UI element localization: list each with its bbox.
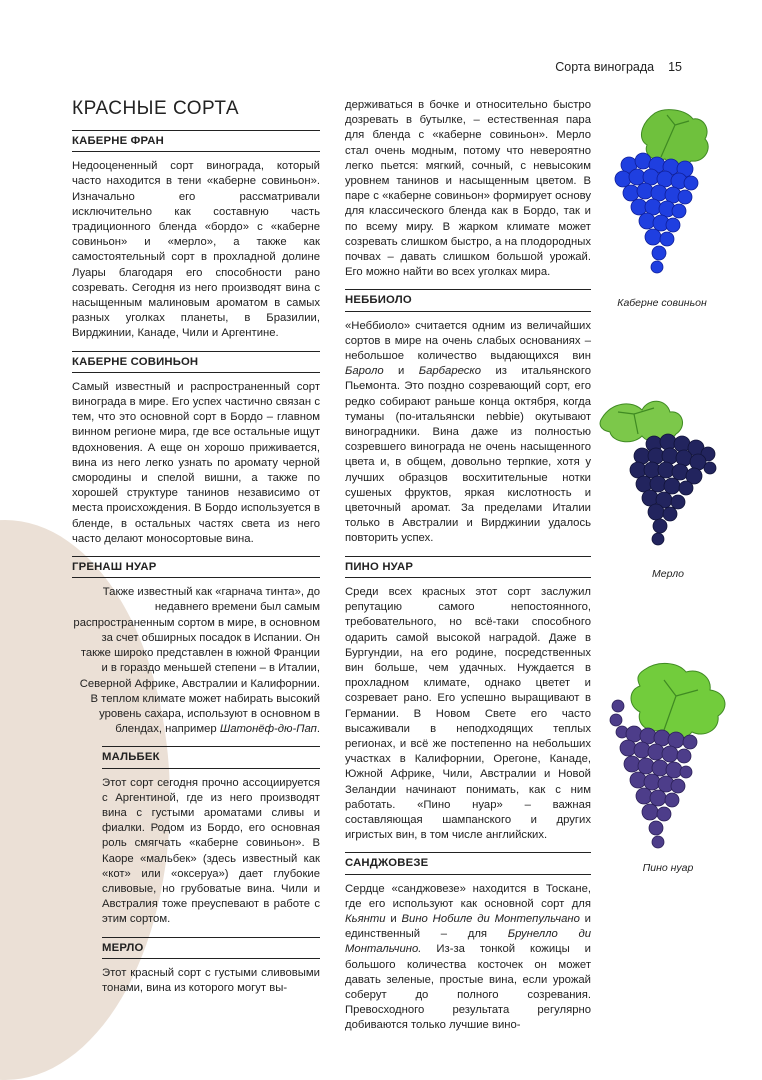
section-name: Сорта винограда: [555, 60, 655, 74]
section-heading: ПИНО НУАР: [345, 556, 591, 578]
image-caption: Мерло: [652, 568, 684, 580]
section-text: Недооцененный сорт винограда, который часто находится в тени «каберне совиньон». Изначально его рассматривали исключительно как составную часть традиционного бленда «бордо» с «каберне совиньон» и «мерло», а также как самостоятельный сорт в прохладной долине Луары благодаря его способности рано созревать. Сегодня из него производят вина с насыщенным малиновым ароматом в самых разных уголках планеты, в Бразилии, Вирджинии, Канаде, Чили и Аргентине.: [72, 160, 320, 340]
section-text: [345, 882, 591, 1034]
image-caption: Каберне совиньон: [617, 297, 707, 309]
text-run: и: [383, 365, 419, 378]
section-heading: КАБЕРНЕ ФРАН: [72, 130, 320, 152]
running-header: [555, 60, 682, 74]
wine-name: Вино Нобиле ди Монтепульчано: [401, 912, 580, 925]
section-heading: МАЛЬБЕК: [102, 746, 320, 768]
section-pinot-noir: [345, 556, 591, 844]
section-merlot: [102, 937, 320, 997]
section-cabernet-sauvignon: [72, 351, 320, 547]
page-number: 15: [668, 60, 682, 74]
section-text: [72, 585, 320, 737]
section-text: Среди всех красных этот сорт заслужил репутацию самого непостоянного, требовательного, но всё-таки способного одарить самой высокой наградой. Даже в Бургундии, на его родине, посредственных вин больше, чем удачных. Нуждается в прохладном климате, однако цветет и созревает рано. Его успешно выращивают в Германии. В Новом Свете его часто высаживали в неподходящих теплых регионах, и всё же постепенно на небольших участках в Калифорнии, Орегоне, Канаде, Южной Африке, Чили, Австралии и Новой Зеландии начинают понимать, как с ним работать. «Пино нуар» – важная составляющая шампанского и других игристых вин, в том числе английских.: [345, 585, 591, 842]
image-caption: Пино нуар: [642, 862, 694, 874]
text-run: Из-за тонкой кожицы и большого количества косточек он может давать зеленые, простые вина, если урожай соберут до полного созревания. Превосходного результата регулярно добиваются только лучшие вино-: [345, 943, 591, 1032]
text-run: Сердце «санджовезе» находится в Тоскане, где его используют как основной сорт для: [345, 882, 591, 910]
section-text: [345, 319, 591, 547]
section-text: Этот красный сорт с густыми сливовыми тонами, вина из которого могут вы-: [102, 966, 320, 994]
text-run: Также известный как «гарнача тинта», до недавнего времени был самым распространенным сортом в мире, в основном за счет обширных посадок в Испании. Он также широко представлен в южной Франции и в гораздо меньшей степени – в Италии, Северной Африке, Австралии и Калифорнии. В теплом климате может набирать высокий уровень сахара, используют в основном в блендах, например: [73, 586, 320, 736]
wine-name: Брунелло ди Монтальчино.: [345, 928, 591, 956]
text-run: «Неббиоло» считается одним из величайших сортов в мире на очень слабых основаниях – небольшое количество выдающихся вин: [345, 319, 591, 363]
text-run: .: [316, 723, 320, 736]
wine-name: Барбареско: [418, 365, 482, 378]
column-left: [72, 98, 320, 1005]
section-sangiovese: [345, 852, 591, 1033]
wine-name: Бароло: [345, 365, 384, 378]
section-nebbiolo: [345, 289, 591, 546]
section-cabernet-franc: [72, 130, 320, 342]
section-text: Самый известный и распространенный сорт винограда в мире. Его успех частично связан с тем, что это основной сорт в Бордо – главном винном регионе мира, где все остальные ищут вдохновения. А еще он хорошо приживается, вина из него легко узнать по аромату черной смородины и спелой вишни, а также по хорошей структуре танинов независимо от места происхождения. В Бордо используется в бленде, в остальных частях света из него часто делают моносортовые вина.: [72, 380, 320, 545]
page-title: КРАСНЫЕ СОРТА: [72, 98, 239, 119]
section-heading: НЕББИОЛО: [345, 289, 591, 311]
merlot-continued-text: держиваться в бочке и относительно быстро дозревать в бутылке, – естественная пара для бленда с «каберне совиньон». Мерло стал очень модным, потому что невероятно легко пьется: мягкий, сочный, с невысоким уровнем танинов и насыщенным цветом. В паре с «каберне совиньон» формирует основу для классического бленда как в Бордо, так и по всему миру. В жарком климате может созревать слишком быстро, а на плодородных почвах – давать слишком большой урожай. Его можно найти во всех уголках мира.: [345, 99, 591, 279]
pinot-noir-grape-image: [604, 660, 734, 856]
section-heading: КАБЕРНЕ СОВИНЬОН: [72, 351, 320, 373]
section-heading: ГРЕНАШ НУАР: [72, 556, 320, 578]
text-run: и единственный – для: [345, 912, 591, 941]
wine-name: Кьянти: [345, 912, 386, 925]
column-right: [345, 98, 591, 1043]
merlot-grape-image: [598, 388, 718, 548]
cabernet-sauvignon-grape-image: [605, 105, 715, 285]
section-heading: САНДЖОВЕЗЕ: [345, 852, 591, 874]
section-heading: МЕРЛО: [102, 937, 320, 959]
section-text: Этот сорт сегодня прочно ассоциируется с Аргентиной, где из него производят вина с густыми ароматами сливы и фиалки. Родом из Бордо, его основная роль смягчать «каберне совиньон». В Каоре «мальбек» (здесь известный как «кот» или «оксеруа») дает глубокие сливовые, но грубоватые вина. Чили и Австралия тоже преуспевают в работе с этим сортом.: [102, 776, 320, 926]
section-grenache: [72, 556, 320, 737]
text-run: из итальянского Пьемонта. Это поздно созревающий сорт, его редко собирают раньше конца октября, когда туманы (по-итальянски nebbie) окутывают виноградники. Вина даже из полностью созревшего винограда не очень насыщенного цвета и, в общем, довольно терпкие, хотя у лучших образцов восхитительные нотки сушеных фруктов, яркая кислотность и цветочный аромат. За пределами Италии только в Австралии и Вирджинии удалось повторить успех.: [345, 365, 591, 545]
text-run: и: [385, 912, 402, 925]
wine-name: Шатонёф-дю-Пап: [219, 723, 317, 736]
section-malbec: [102, 746, 320, 927]
